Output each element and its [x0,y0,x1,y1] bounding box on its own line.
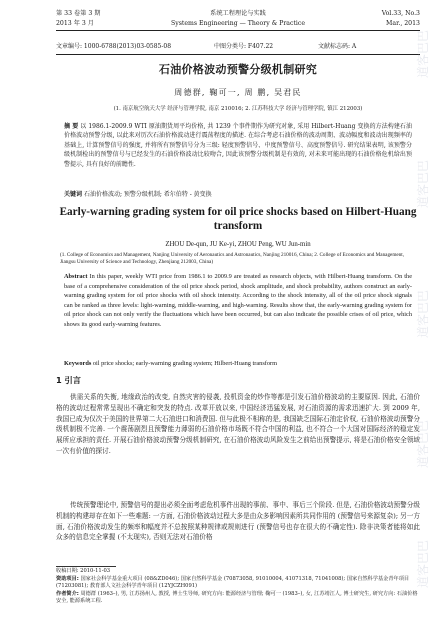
english-abstract [64,272,412,330]
meta-rule [56,54,420,55]
header-journal-en: Systems Engineering — Theory & Practice [170,20,306,27]
footnote-funding-text: 国家社会科学基金重大项目 (08&ZD046); 国家自然科学基金 (70873058, 91010004, 41071318, 71041008); 国家自然科学基金青年项目 (71203081); 教育部人文社会科学青年项目 (12YJCZH091) [56,575,410,590]
english-keywords [64,359,412,369]
english-abstract-text: In this paper, weekly WTI price from 1986.1 to 2009.9 are treated as research objects, with Hilbert-Huang transform. On the base of a comprehensive consideration of the oil price shock period, shock amplitude, and shock probability, authors construct an early-warning grading system for oil price shocks with oil shock intensity. According to the shock intensity, all of the oil price shock signals can be ranked as three levels: light-warning, middle-warning, and high-warning. Results show that, the early-warning grading system for oil price shock can not only verify the fluctuations which have been occurred, but can also indicate the possible crises of oil price, which shows its good early-warning features. [64,273,412,328]
footnote-funding-label: 资助项目: [56,575,79,582]
watermark: 道客巴巴 [416,419,430,468]
article-meta [56,42,420,52]
footnote-author-label: 作者简介: [56,590,79,597]
watermark: 道客巴巴 [416,159,430,208]
header-vol-en: Vol.33, No.3 [381,10,420,17]
chinese-keywords-label: 关键词 [64,191,83,198]
body-paragraph: 供需关系的失衡, 地缘政治的改变, 自然灾害的侵袭, 投机资金的炒作等都是引发石油价格波动的主要原因. 因此, 石油价格的波动过程常常呈现出不确定和突发的特点. 改革开放以来, 中国经济迅猛发展, 对石油资源的需求迅速扩大. 到 2009 年, 我国已成为仅次于美国的世界第二大石油进口和消费国. 但与此极不相称的是, 我国缺乏国际石油定价权, 石油价格波动预警分级机制极不完善. 一个震荡剧烈且预警能力薄弱的石油价格市场既不符合中国的利益, 也不符合一个大国对国际经济的稳定发展所应承担的责任. 开展石油价格波动预警分级机制研究, 在石油价格波动风险发生之前给出预警提示, 将是石油价格安全领域一次有价值的探讨. [56,393,420,455]
watermark: 道客巴巴 [416,539,430,588]
watermark: 道客巴巴 [416,289,430,338]
chinese-abstract [64,122,412,169]
chinese-abstract-label: 摘 要 [64,123,79,130]
english-keywords-label: Keywords [64,360,92,367]
footnote-author-text: 周德群 (1963–), 男, 江苏扬州人, 教授, 博士生导师, 研究方向: 能源经济与管理; 鞠可一 (1983–), 女, 江苏靖江人, 博士研究生, 研究方向: 石油价格安全, 能源系统工程. [56,590,418,605]
watermark: 道客巴巴 [416,29,430,78]
english-abstract-label: Abstract [64,273,88,280]
chinese-keywords [64,190,412,199]
header-issue-cn: 第 33 卷第 3 期 [56,10,101,17]
body-paragraph: 传统预警理论中, 预警信号的提出必须全面考虑危机事件出现的事前、事中、事后三个阶段. 但是, 石油价格波动预警分级机制的构建却存在如下一些难题: 一方面, 石油价格波动过程大多是由众多影响因素所共同作用的 (预警信号来源复杂); 另一方面, 石油价格波动发生的频率和幅度并不总按照某种规律或规则进行 (预警信号也存在很大的不确定性). 除非决策者能将如此众多的信息完全掌握 (不太现实), 否则无法对石油价格 [56,501,420,542]
chinese-affiliations: (1. 南京航空航天大学 经济与管理学院, 南京 210016; 2. 江苏科技大学 经济与管理学院, 镇江 212003) [113,106,363,112]
chinese-title: 石油价格波动预警分级机制研究 [158,63,318,76]
footnote-author [56,591,420,606]
english-keywords-text: oil price shocks; early-warning grading system; Hilbert-Huang transform [92,360,278,367]
english-title: Early-warning grading system for oil price shocks based on Hilbert-Huang transform [59,206,417,232]
english-affiliations: (1. College of Economics and Management, Nanjing University of Aeronautics and Astronautics, Nanjing 210016, China; 2. College of Economics and Management, Jiangsu University of Science and Technology, Zhenjiang 212003, China) [60,252,405,265]
header-journal-cn: 系统工程理论与实践 [210,10,266,17]
running-header-line-1 [56,10,420,19]
header-date-en: Mar., 2013 [386,20,420,27]
footnote [56,568,420,606]
chinese-authors: 周德群, 鞠可一, 周 鹏, 吴君民 [174,88,302,97]
footnote-rule [56,566,116,567]
english-authors: ZHOU De-qun, JU Ke-yi, ZHOU Peng, WU Jun-min [165,241,311,248]
clc-number: 中图分类号: F407.22 [214,43,274,50]
section-heading-introduction: 1 引言 [56,375,81,385]
chinese-abstract-text: 以 1986.1-2009.9 WTI 原油期货周平均价格, 共 1239 个事件期作为研究对象, 采用 Hilbert-Huang 变换的方法构建石油价格波动预警分级, 以此来对历次石油价格波动进行震荡程度的描述. 在综合考虑石油价格的波动周期、波动幅度和波动出现频率的基础上, 计算预警信号的强度, 并将所有预警信号分为三级: 轻度预警信号、中度预警信号、高度预警信号. 研究结果表明, 该预警分级机制检出的预警信号与已经发生的石油价格波动比较吻合, 因此该预警分级机制是有效的, 对未来可能出现的石油价格危机给出预警提示, 具有良好的前瞻性. [64,123,412,168]
header-rule [56,30,420,31]
article-number: 文章编号: 1000-6788(2013)03-0585-08 [56,43,172,50]
header-date-cn: 2013 年 3 月 [56,20,94,27]
running-header-line-2 [56,20,420,29]
chinese-keywords-text: 石油价格波动; 预警分级机制; 希尔伯特 - 黄变换 [83,191,212,198]
document-code: 文献标志码: A [318,43,357,50]
footnote-funding [56,576,420,591]
footnote-received: 收稿日期: 2010-11-03 [56,568,111,574]
